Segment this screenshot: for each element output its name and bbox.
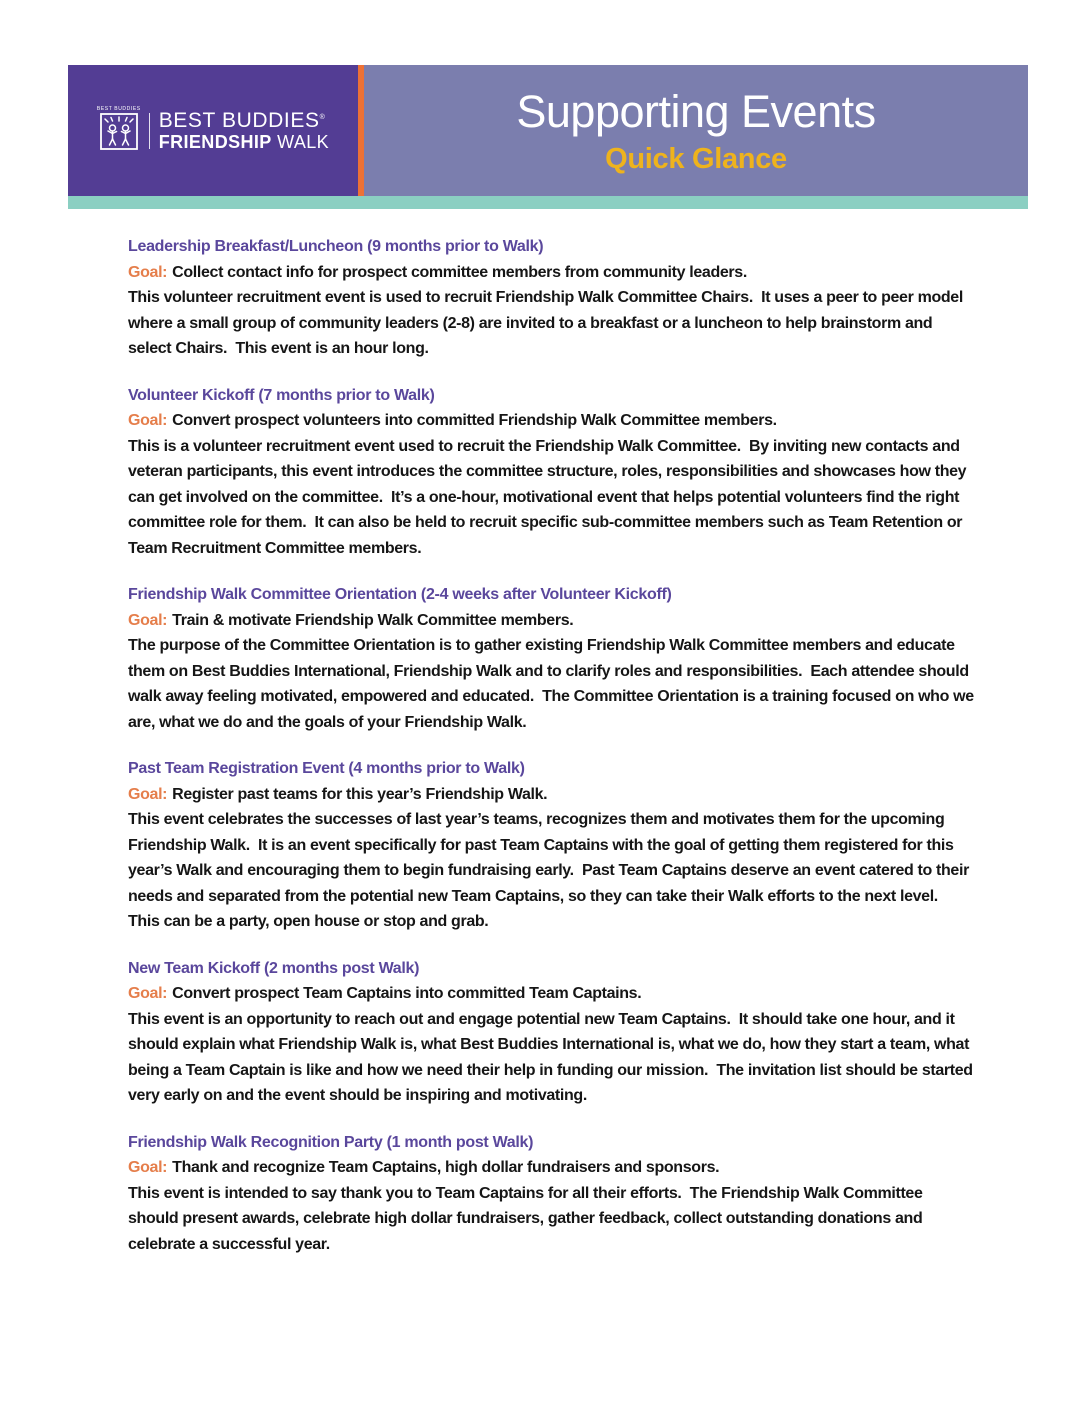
event-goal-line xyxy=(128,782,974,808)
goal-text: Train & motivate Friendship Walk Committee members. xyxy=(172,611,574,629)
logo-brand-name: BEST BUDDIES® xyxy=(158,109,326,132)
logo-mark xyxy=(97,106,141,155)
page-subtitle: Quick Glance xyxy=(605,143,787,175)
best-buddies-friendship-walk-logo xyxy=(97,106,329,155)
logo-panel xyxy=(68,65,358,196)
goal-label: Goal: xyxy=(128,611,168,629)
event-section-committee-orientation xyxy=(128,582,978,735)
events-list xyxy=(128,234,978,1257)
event-section-new-team-kickoff xyxy=(128,956,977,1109)
event-title: Past Team Registration Event (4 months prior to Walk) xyxy=(128,760,525,777)
event-description: This volunteer recruitment event is used to recruit Friendship Walk Committee Chairs. It uses a peer to peer model where a small group of community leaders (2-8) are invited to a breakfast or a luncheon to help brainstorm and select Chairs. This event is an hour long. xyxy=(128,289,968,357)
event-section-volunteer-kickoff xyxy=(128,383,974,562)
logo-mini-label: BEST BUDDIES xyxy=(96,106,141,112)
logo-program-name: FRIENDSHIP WALK xyxy=(158,132,330,152)
goal-text: Thank and recognize Team Captains, high dollar fundraisers and sponsors. xyxy=(172,1159,720,1176)
goal-label: Goal: xyxy=(128,1159,168,1176)
header-banner xyxy=(68,65,1028,209)
event-description: This event is an opportunity to reach out and engage potential new Team Captains. It should take one hour, and it should explain what Friendship Walk is, what Best Buddies International is, what we do, how they start a team, what being a Team Captain is like and how we need their help in funding our mission. The invitation list should be started very early on and the event should be inspiring and motivating. xyxy=(128,1010,977,1104)
title-panel xyxy=(364,65,1028,196)
logo-wordmark xyxy=(159,110,329,151)
event-title: Friendship Walk Committee Orientation (2-4 weeks after Volunteer Kickoff) xyxy=(128,586,672,603)
event-title: Volunteer Kickoff (7 months prior to Walk) xyxy=(128,386,435,404)
event-title: New Team Kickoff (2 months post Walk) xyxy=(128,959,420,977)
logo-divider xyxy=(149,113,150,149)
registered-mark: ® xyxy=(319,114,326,121)
event-title: Friendship Walk Recognition Party (1 month post Walk) xyxy=(128,1133,534,1151)
goal-text: Collect contact info for prospect committee members from community leaders. xyxy=(172,263,747,281)
event-section-recognition-party xyxy=(128,1130,974,1258)
event-goal-line xyxy=(128,260,974,286)
goal-label: Goal: xyxy=(128,412,168,429)
goal-label: Goal: xyxy=(128,985,168,1002)
event-goal-line xyxy=(128,981,974,1007)
event-goal-line xyxy=(128,1155,974,1181)
goal-label: Goal: xyxy=(128,263,168,281)
teal-divider-bar xyxy=(68,196,1028,209)
event-section-leadership-breakfast xyxy=(128,234,974,362)
event-title: Leadership Breakfast/Luncheon (9 months prior to Walk) xyxy=(128,238,544,255)
event-section-past-team-registration xyxy=(128,756,974,935)
event-description: This is a volunteer recruitment event used to recruit the Friendship Walk Committee. By inviting new contacts and veteran participants, this event introduces the committee structure, roles, responsibilities and showcases how they can get involved on the committee. It’s a one-hour, motivational event that helps potential volunteers find the right committee role for them. It can also be held to recruit specific sub-committee members such as Team Retention or Team Recruitment Committee members. xyxy=(128,437,971,557)
goal-text: Convert prospect volunteers into committed Friendship Walk Committee members. xyxy=(172,412,777,429)
event-description: The purpose of the Committee Orientation is to gather existing Friendship Walk Committee members and educate them on Best Buddies International, Friendship Walk and to clarify roles and responsibilities. Each attendee should walk away feeling motivated, empowered and educated. The Committee Orientation is a training focused on who we are, what we do and the goals of your Friendship Walk. xyxy=(128,637,978,731)
goal-label: Goal: xyxy=(128,785,168,803)
event-description: This event is intended to say thank you to Team Captains for all their efforts. The Friendship Walk Committee should present awards, celebrate high dollar fundraisers, gather feedback, collect outstanding donations and celebrate a successful year. xyxy=(128,1184,927,1253)
goal-text: Register past teams for this year’s Friendship Walk. xyxy=(172,785,548,803)
event-description: This event celebrates the successes of last year’s teams, recognizes them and motivates them for the upcoming Friendship Walk. It is an event specifically for past Team Captains with the goal of getting them registered for this year’s Walk and encouraging them to begin fundraising early. Past Team Captains deserve an event catered to their needs and separated from the potential new Team Captains, so they can take their Walk efforts to the next level. This can be a party, open house or stop and grab. xyxy=(128,811,974,930)
best-buddies-figures-icon xyxy=(100,113,138,155)
goal-text: Convert prospect Team Captains into committed Team Captains. xyxy=(172,985,642,1002)
event-goal-line xyxy=(128,408,974,434)
event-goal-line xyxy=(128,608,974,634)
page-title: Supporting Events xyxy=(516,86,876,137)
